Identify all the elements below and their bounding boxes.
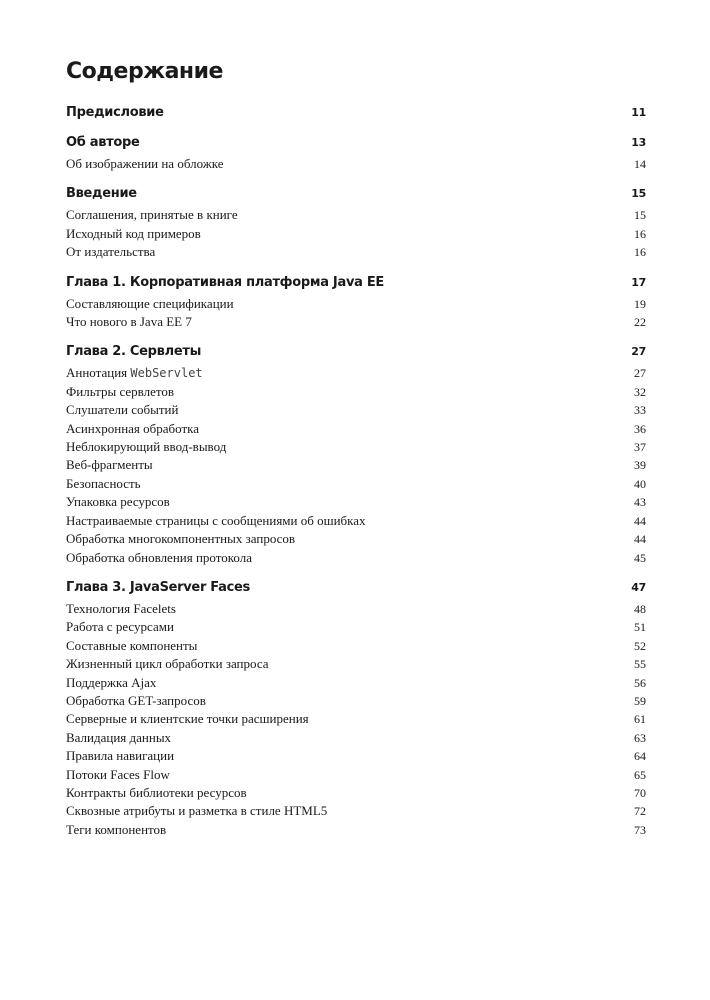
toc-entry-page-number: 15: [634, 208, 646, 223]
toc-entry[interactable]: [66, 692, 646, 710]
toc-entry-page-number: 64: [634, 749, 646, 764]
toc-entry-label: [66, 155, 224, 172]
section-heading-text: Введение: [66, 186, 137, 202]
toc-section: [66, 104, 646, 122]
toc-entry-text: Работа с ресурсами: [66, 619, 174, 635]
toc-entry-label: [66, 530, 295, 547]
toc-entry-label: [66, 692, 206, 709]
toc-entry-text: Обработка GET-запросов: [66, 692, 206, 708]
toc-entry-label: [66, 802, 327, 819]
toc-entry-text: Исходный код примеров: [66, 225, 201, 241]
toc-entry-label: [66, 618, 174, 635]
toc-entry-label: [66, 784, 247, 801]
toc-entry-text: Веб-фрагменты: [66, 457, 153, 473]
toc-entry[interactable]: [66, 618, 646, 636]
toc-entry-page-number: 45: [634, 550, 646, 565]
toc-entry[interactable]: [66, 438, 646, 456]
toc-entry-label: [66, 747, 174, 764]
section-page-number: 27: [631, 345, 646, 359]
toc-entry-page-number: 43: [634, 495, 646, 510]
toc-entry-label: [66, 493, 170, 510]
toc-entry[interactable]: [66, 243, 646, 261]
toc-section-heading[interactable]: [66, 274, 646, 292]
toc-entry-label: [66, 456, 153, 473]
toc-entry-label: [66, 295, 234, 312]
toc-entry-label: [66, 821, 166, 838]
toc-section-heading[interactable]: [66, 185, 646, 203]
toc-entry-text: Составляющие спецификации: [66, 295, 234, 311]
toc-entry[interactable]: [66, 784, 646, 802]
toc-entry-page-number: 65: [634, 767, 646, 782]
toc-entry-text: Об изображении на обложке: [66, 156, 224, 171]
toc-entry[interactable]: [66, 225, 646, 243]
toc-entry[interactable]: [66, 313, 646, 331]
toc-entry[interactable]: [66, 530, 646, 548]
toc-entry-label: [66, 383, 174, 400]
toc-entry-text: Настраиваемые страницы с сообщениями об ошибках: [66, 512, 366, 528]
toc-entry-page-number: 48: [634, 601, 646, 616]
toc-entry-page-number: 19: [634, 296, 646, 311]
toc-entry[interactable]: [66, 155, 646, 173]
toc-entry-text: Упаковка ресурсов: [66, 494, 170, 510]
toc-entry-page-number: 27: [634, 366, 646, 381]
toc-entry-text: Теги компонентов: [66, 821, 167, 837]
toc-entry-label: [66, 420, 199, 437]
toc-section-heading[interactable]: [66, 104, 646, 122]
toc-entry[interactable]: [66, 512, 646, 530]
toc-entry-text: Асинхронная обработка: [66, 420, 200, 436]
toc-entry-text: Серверные и клиентские точки расширения: [66, 711, 309, 727]
toc-entry-label: [66, 206, 238, 223]
toc-entry-page-number: 73: [634, 822, 646, 837]
toc-entry-label: [66, 243, 155, 260]
toc-entry[interactable]: [66, 821, 646, 839]
toc-entry-label: [66, 637, 197, 654]
toc-entry-text: Правила навигации: [66, 748, 175, 764]
toc-entry-text: Обработка обновления протокола: [66, 549, 253, 565]
toc-entry-text: От издательства: [66, 244, 156, 260]
toc-section-heading[interactable]: [66, 134, 646, 152]
toc-entry[interactable]: [66, 600, 646, 618]
toc-entry-page-number: 33: [634, 403, 646, 418]
toc-section: [66, 274, 646, 332]
toc-entry-text: Фильтры сервлетов: [66, 383, 175, 399]
toc-entry-label: [66, 438, 226, 455]
toc-entry-label: [66, 549, 252, 566]
toc-entry[interactable]: [66, 747, 646, 765]
toc-entry-label: [66, 313, 192, 330]
toc-entry-page-number: 16: [634, 226, 646, 241]
toc-section: [66, 343, 646, 566]
toc-entry-label: [66, 674, 156, 691]
toc-section: [66, 185, 646, 261]
toc-entry-page-number: 55: [634, 657, 646, 672]
toc-entry-label: [66, 225, 201, 242]
toc-entry-page-number: 14: [634, 157, 646, 171]
toc-entry[interactable]: [66, 637, 646, 655]
toc-entry[interactable]: [66, 710, 646, 728]
toc-entry-label: [66, 512, 366, 529]
section-heading-text: Предисловие: [66, 105, 164, 120]
toc-entry-label: [66, 710, 309, 727]
toc-entry[interactable]: [66, 364, 646, 382]
toc-entry-page-number: 40: [634, 476, 646, 491]
toc-entry-text: Слушатели событий: [66, 402, 179, 418]
section-page-number: 13: [631, 136, 646, 149]
toc-entry[interactable]: [66, 383, 646, 401]
toc-entry[interactable]: [66, 729, 646, 747]
toc-list: [66, 104, 646, 839]
toc-entry-page-number: 61: [634, 712, 646, 727]
toc-entry-label: [66, 475, 141, 492]
toc-entry-text: Составные компоненты: [66, 637, 198, 653]
toc-entry[interactable]: [66, 420, 646, 438]
toc-section: [66, 134, 646, 173]
toc-entry-page-number: 52: [634, 638, 646, 653]
section-heading-text: Глава 1. Корпоративная платформа Java EE: [66, 274, 384, 290]
toc-entry[interactable]: [66, 766, 646, 784]
section-heading-text: Глава 2. Сервлеты: [66, 344, 202, 360]
toc-entry-text: Технология Facelets: [66, 600, 176, 616]
toc-entry-page-number: 72: [634, 804, 646, 819]
toc-entry-text: Соглашения, принятые в книге: [66, 207, 238, 223]
toc-entry-label: [66, 401, 178, 418]
toc-entry[interactable]: [66, 655, 646, 673]
toc-entry-page-number: 32: [634, 384, 646, 399]
toc-entry-text: Поддержка Ajax: [66, 674, 157, 690]
toc-entry-text: Сквозные атрибуты и разметка в стиле HTML5: [66, 803, 328, 819]
toc-entry-text: Что нового в Java EE 7: [66, 314, 192, 330]
toc-entry-text: Неблокирующий ввод-вывод: [66, 439, 227, 455]
toc-entry-page-number: 59: [634, 693, 646, 708]
section-page-number: 17: [631, 275, 646, 289]
toc-section-heading[interactable]: [66, 579, 646, 597]
toc-entry[interactable]: [66, 295, 646, 313]
section-heading-text: Об авторе: [66, 135, 140, 150]
toc-entry-text: Валидация данных: [66, 729, 172, 745]
toc-entry-text: Обработка многокомпонентных запросов: [66, 531, 296, 547]
toc-entry-label: [66, 600, 176, 617]
toc-entry-label: [66, 364, 203, 382]
toc-entry[interactable]: [66, 456, 646, 474]
toc-entry-page-number: 56: [634, 675, 646, 690]
toc-entry-page-number: 22: [634, 315, 646, 330]
section-page-number: 15: [631, 187, 646, 201]
toc-section: [66, 579, 646, 839]
toc-entry[interactable]: [66, 401, 646, 419]
toc-entry-page-number: 37: [634, 440, 646, 455]
toc-entry-label: [66, 655, 269, 672]
toc-entry-page-number: 16: [634, 245, 646, 260]
toc-entry[interactable]: [66, 493, 646, 511]
toc-entry-page-number: 70: [634, 785, 646, 800]
toc-entry[interactable]: [66, 674, 646, 692]
toc-section-heading[interactable]: [66, 343, 646, 361]
toc-entry-page-number: 36: [634, 421, 646, 436]
toc-entry-page-number: 44: [634, 532, 646, 547]
toc-entry-text: Потоки Faces Flow: [66, 766, 170, 782]
toc-entry[interactable]: [66, 802, 646, 820]
toc-entry[interactable]: [66, 549, 646, 567]
toc-page: [66, 56, 646, 851]
toc-entry[interactable]: [66, 206, 646, 224]
section-page-number: 47: [631, 580, 646, 594]
section-heading-text: Глава 3. JavaServer Faces: [66, 579, 250, 595]
toc-entry-code: WebServlet: [130, 366, 203, 381]
toc-entry-label: [66, 729, 171, 746]
section-page-number: 11: [631, 106, 646, 119]
toc-entry-page-number: 51: [634, 620, 646, 635]
toc-entry-page-number: 39: [634, 458, 646, 473]
toc-entry-page-number: 63: [634, 730, 646, 745]
toc-entry[interactable]: [66, 475, 646, 493]
toc-entry-text: Безопасность: [66, 475, 141, 491]
toc-entry-page-number: 44: [634, 513, 646, 528]
page-title: Содержание: [66, 59, 223, 84]
toc-entry-text: Аннотация: [66, 365, 131, 381]
toc-entry-text: Контракты библиотеки ресурсов: [66, 784, 247, 800]
toc-entry-label: [66, 766, 170, 783]
toc-entry-text: Жизненный цикл обработки запроса: [66, 656, 269, 672]
